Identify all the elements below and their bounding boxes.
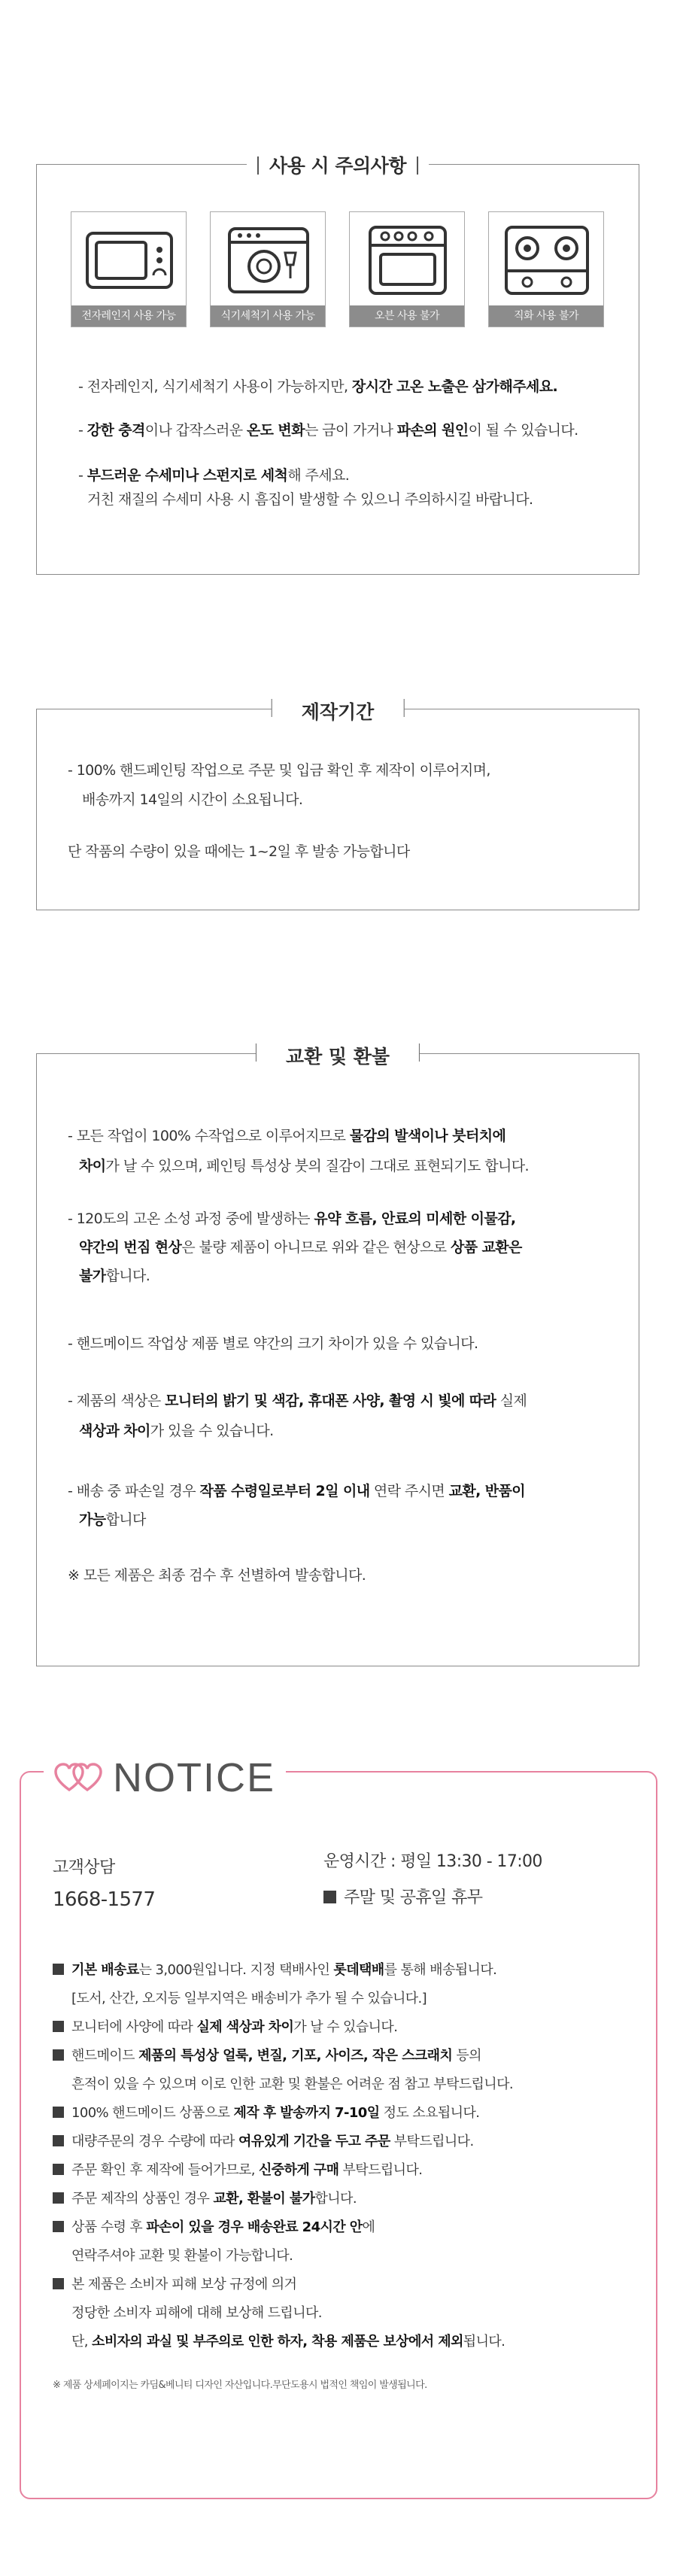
microwave-caption: 전자레인지 사용 가능: [71, 305, 186, 327]
copyright-footer: ※ 제품 상세페이지는 카딤&베니티 디자인 자산입니다.무단도용시 법적인 책임이 발생됩니다.: [53, 2380, 427, 2391]
exchange-p6: ※ 모든 제품은 최종 검수 후 선별하여 발송합니다.: [68, 1567, 366, 1584]
exchange-p2-line1: - 120도의 고온 소성 과정 중에 발생하는 유약 흐름, 안료의 미세한 이물감,: [68, 1211, 516, 1227]
notice-line-12: 본 제품은 소비자 피해 보상 규정에 의거: [53, 2274, 296, 2296]
dishwasher-icon: [223, 221, 314, 299]
notice-line-11: 연락주셔야 교환 및 환불이 가능합니다.: [71, 2248, 293, 2264]
notice-title: NOTICE: [113, 1755, 276, 1800]
usage-caution-title: 사용 시 주의사항: [247, 151, 429, 178]
production-line-3: 단 작품의 수량이 있을 때에는 1~2일 후 발송 가능합니다: [68, 843, 410, 860]
cs-phone: 1668-1577: [53, 1888, 156, 1911]
usage-line-3: - 부드러운 수세미나 스펀지로 세척해 주세요.: [78, 467, 350, 484]
notice-line-10: 상품 수령 후 파손이 있을 경우 배송완료 24시간 안에: [53, 2216, 375, 2239]
gas-stove-card: [488, 211, 604, 327]
notice-line-6: 100% 핸드메이드 상품으로 제작 후 발송까지 7-10일 정도 소요됩니다.: [53, 2102, 479, 2125]
exchange-p3: - 핸드메이드 작업상 제품 별로 약간의 크기 차이가 있을 수 있습니다.: [68, 1335, 478, 1352]
cs-label: 고객상담: [53, 1858, 115, 1877]
usage-caution-box: [36, 155, 639, 575]
oven-icon: [363, 221, 453, 299]
double-heart-icon: [54, 1763, 102, 1793]
usage-icon-row: [71, 211, 606, 332]
usage-line-4: 거친 재질의 수세미 사용 시 흠집이 발생할 수 있으니 주의하시길 바랍니다.: [87, 491, 533, 508]
production-line-1: - 100% 핸드페인팅 작업으로 주문 및 입금 확인 후 제작이 이루어지며,: [68, 762, 490, 779]
exchange-p1-line1: - 모든 작업이 100% 수작업으로 이루어지므로 물감의 발색이나 붓터치에: [68, 1128, 506, 1144]
exchange-p2-line2: 약간의 번짐 현상은 불량 제품이 아니므로 위와 같은 현상으로 상품 교환은: [79, 1239, 522, 1256]
microwave-icon: [84, 221, 175, 299]
notice-line-8: 주문 확인 후 제작에 들어가므로, 신중하게 구매 부탁드립니다.: [53, 2159, 422, 2182]
notice-line-2: [도서, 산간, 오지등 일부지역은 배송비가 추가 될 수 있습니다.]: [71, 1991, 427, 2006]
operating-hours: 운영시간 : 평일 13:30 - 17:00: [323, 1852, 542, 1871]
production-period-title: 제작기간: [272, 697, 405, 724]
exchange-p5-line2: 가능합니다: [79, 1511, 146, 1528]
exchange-p4-line1: - 제품의 색상은 모니터의 밝기 및 색감, 휴대폰 사양, 촬영 시 빛에 따라 실제: [68, 1393, 527, 1409]
microwave-card: [71, 211, 187, 327]
exchange-refund-box: [36, 1046, 639, 1666]
notice-line-5: 흔적이 있을 수 있으며 이로 인한 교환 및 환불은 어려운 점 참고 부탁드립니다.: [71, 2076, 514, 2092]
exchange-p5-line1: - 배송 중 파손일 경우 작품 수령일로부터 2일 이내 연락 주시면 교환, 반품이: [68, 1483, 525, 1499]
exchange-p4-line2: 색상과 차이가 있을 수 있습니다.: [79, 1423, 274, 1439]
gas-stove-icon: [502, 221, 592, 299]
notice-header: [44, 1751, 286, 1804]
exchange-p2-line3: 불가합니다.: [79, 1268, 150, 1284]
exchange-p1-line2: 차이가 날 수 있으며, 페인팅 특성상 붓의 질감이 그대로 표현되기도 합니다.: [79, 1158, 529, 1174]
production-line-2: 배송까지 14일의 시간이 소요됩니다.: [82, 791, 303, 808]
usage-line-1: - 전자레인지, 식기세척기 사용이 가능하지만, 장시간 고온 노출은 삼가해주세요.: [78, 378, 558, 395]
oven-card: [349, 211, 465, 327]
notice-line-13: 정당한 소비자 피해에 대해 보상해 드립니다.: [71, 2305, 322, 2321]
exchange-refund-title: 교환 및 환불: [256, 1042, 420, 1069]
notice-line-3: 모니터에 사양에 따라 실제 색상과 차이가 날 수 있습니다.: [53, 2016, 397, 2039]
notice-line-9: 주문 제작의 상품인 경우 교환, 환불이 불가합니다.: [53, 2188, 357, 2210]
notice-line-1: 기본 배송료는 3,000원입니다. 지정 택배사인 롯데택배를 통해 배송됩니다.: [53, 1959, 496, 1982]
notice-line-4: 핸드메이드 제품의 특성상 얼룩, 변질, 기포, 사이즈, 작은 스크래치 등의: [53, 2045, 481, 2067]
gas-stove-caption: 직화 사용 불가: [489, 305, 603, 327]
oven-caption: 오븐 사용 불가: [350, 305, 464, 327]
dishwasher-card: [210, 211, 326, 327]
dishwasher-caption: 식기세척기 사용 가능: [211, 305, 325, 327]
production-period-box: [36, 701, 639, 910]
usage-line-2: - 강한 충격이나 갑작스러운 온도 변화는 금이 가거나 파손의 원인이 될 수 있습니다.: [78, 422, 578, 439]
notice-box: [20, 1755, 657, 2499]
holiday-notice: 주말 및 공휴일 휴무: [323, 1887, 482, 1909]
notice-line-14: 단, 소비자의 과실 및 부주의로 인한 하자, 착용 제품은 보상에서 제외됩니다.: [71, 2334, 505, 2350]
notice-line-7: 대량주문의 경우 수량에 따라 여유있게 기간을 두고 주문 부탁드립니다.: [53, 2131, 474, 2153]
